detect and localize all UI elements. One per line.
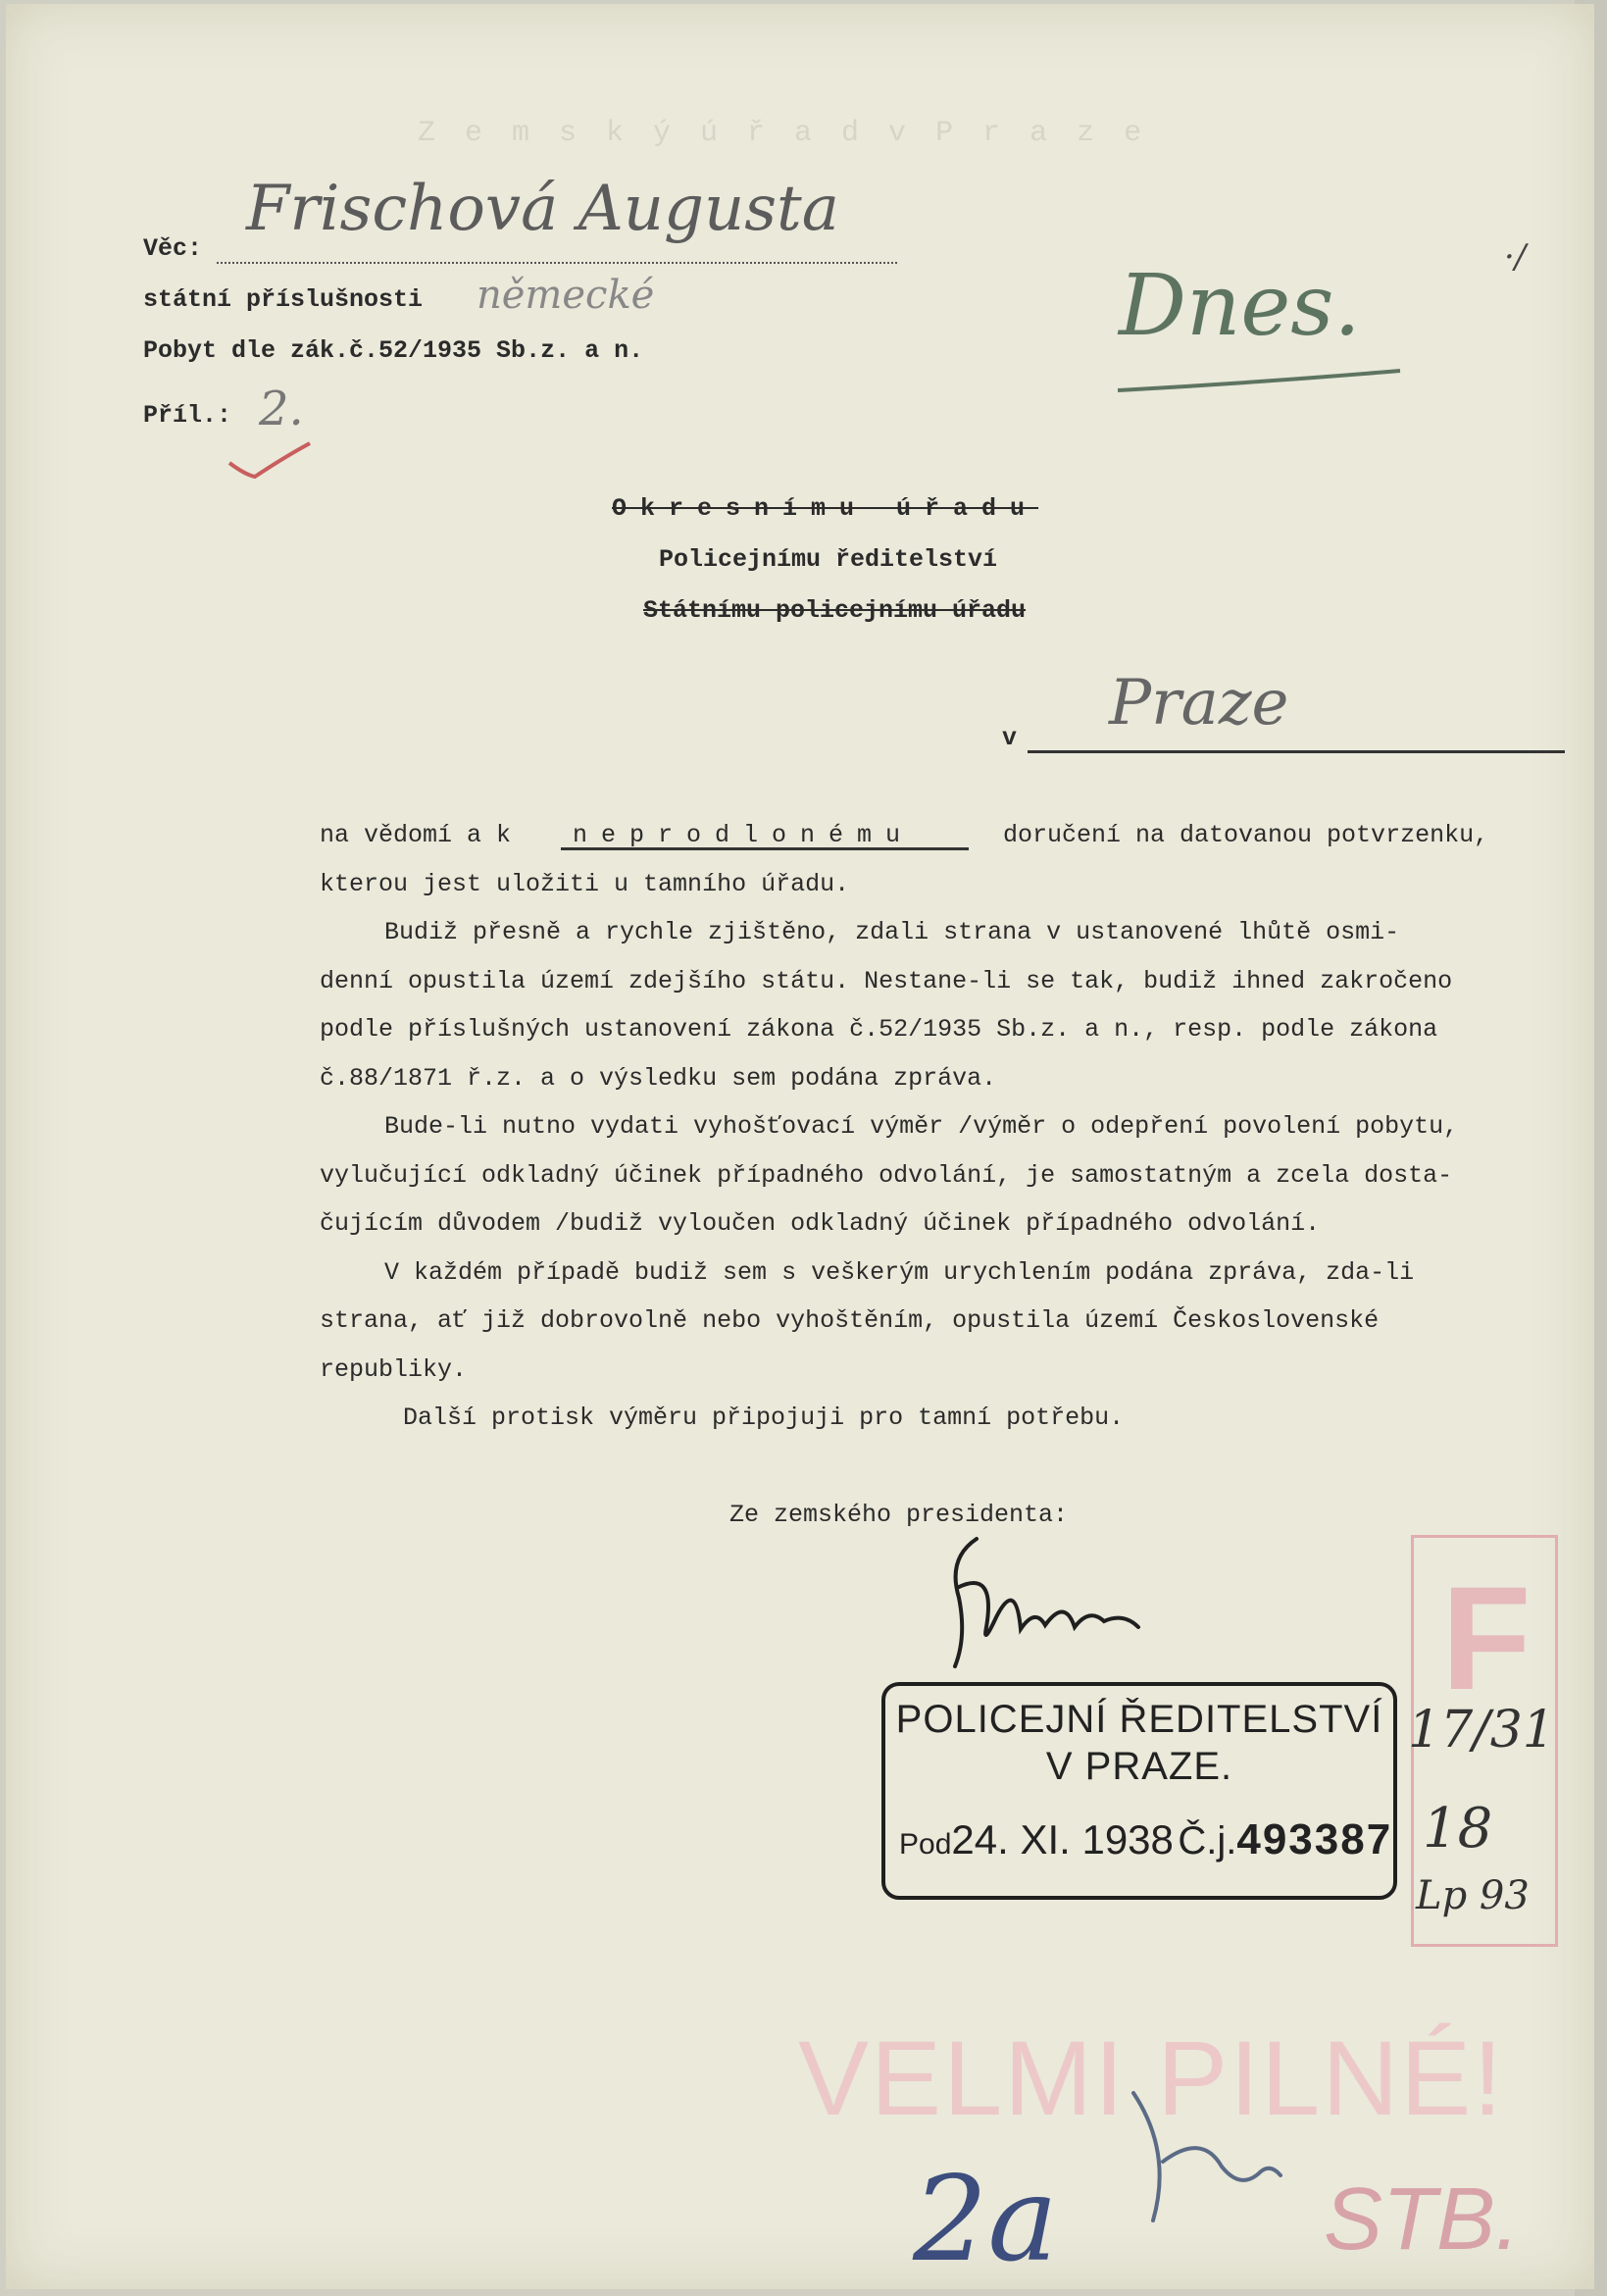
v-label: v xyxy=(1002,724,1018,752)
dnes-underline xyxy=(1114,365,1408,398)
vec-label: Věc: xyxy=(143,234,203,263)
statni-prislusnosti-handwritten: německé xyxy=(477,273,655,318)
vec-handwritten-name: Frischová Augusta xyxy=(246,173,839,245)
pobyt-line: Pobyt dle zák.č.52/1935 Sb.z. a n. xyxy=(143,336,644,365)
handwritten-signature xyxy=(928,1519,1173,1676)
margin-note-1: 17/31 xyxy=(1408,1701,1555,1760)
body-p4-line-1: Další protisk výměru připojuji pro tamní potřebu. xyxy=(403,1403,1125,1432)
body-p3-line-3: republiky. xyxy=(320,1355,468,1384)
show-through-text: Z e m s k ý ú ř a d v P r a z e xyxy=(418,117,1148,150)
pril-handwritten-value: 2. xyxy=(259,382,304,436)
body-p1-line-2: denní opustila území zdejšího státu. Nestane-li se tak, budiž ihned zakročeno xyxy=(320,967,1453,995)
body-intro-end: doručení na datovanou potvrzenku, xyxy=(1003,821,1489,849)
stamp-number: 493387 xyxy=(1236,1815,1393,1863)
dnes-handwritten-note: Dnes. xyxy=(1119,257,1361,355)
pencil-scribble xyxy=(1114,2073,1290,2230)
body-line-2: kterou jest uložiti u tamního úřadu. xyxy=(320,870,850,898)
recipient-statnimu-policejnimu-uradu: Státnímu policejnímu úřadu xyxy=(643,596,1027,625)
blue-handwritten-note: 2a xyxy=(913,2152,1058,2288)
registry-stamp xyxy=(881,1682,1397,1900)
margin-note-2: 18 xyxy=(1423,1797,1493,1861)
body-intro-emphasis-underline xyxy=(561,847,969,850)
stamp-pod: Pod xyxy=(899,1828,952,1861)
statni-prislusnosti-label: státní příslušnosti xyxy=(143,285,424,314)
body-intro-emphasis: neprodlonému xyxy=(573,821,915,849)
body-p2-line-1: Bude-li nutno vydati vyhošťovací výměr /výměr o odepření povolení pobytu, xyxy=(384,1112,1459,1141)
recipient-policejnimu-reditelstvi: Policejnímu ředitelství xyxy=(659,545,998,574)
stamp-cj: Č.j. xyxy=(1178,1819,1237,1862)
body-p1-line-1: Budiž přesně a rychle zjištěno, zdali strana v ustanovené lhůtě osmi- xyxy=(384,918,1400,946)
margin-mark: ·/ xyxy=(1504,237,1527,277)
body-p3-line-1: V každém případě budiž sem s veškerým urychlením podána zpráva, zda-li xyxy=(384,1258,1415,1287)
body-p3-line-2: strana, ať již dobrovolně nebo vyhoštěním, opustila území Československé xyxy=(320,1306,1380,1335)
body-intro-start: na vědomí a k xyxy=(320,821,512,849)
stamp-line-1: POLICEJNÍ ŘEDITELSTVÍ xyxy=(895,1698,1383,1741)
signature-line: Ze zemského presidenta: xyxy=(729,1501,1069,1529)
v-underline xyxy=(1028,750,1565,753)
recipient-okresnimu-uradu: Okresnímu úřadu xyxy=(612,494,1039,523)
velmi-pilne-stamp: VELMI PILNÉ! xyxy=(798,2018,1505,2137)
margin-note-3: Lp 93 xyxy=(1416,1873,1530,1918)
pril-label: Příl.: xyxy=(143,401,232,430)
stb-stamp: STB. xyxy=(1324,2170,1521,2269)
stamp-date: 24. XI. 1938 xyxy=(951,1816,1174,1862)
body-p2-line-3: čujícím důvodem /budiž vyloučen odkladný účinek případného odvolání. xyxy=(320,1209,1321,1238)
document-page xyxy=(6,4,1594,2289)
v-handwritten-city: Praze xyxy=(1109,667,1289,740)
vec-dotted-line xyxy=(217,262,897,264)
red-stamp-letter-f: F xyxy=(1441,1556,1532,1720)
stamp-line-2: V PRAZE. xyxy=(1045,1745,1233,1788)
red-check-mark-icon xyxy=(226,435,314,485)
body-p1-line-3: podle příslušných ustanovení zákona č.52/1935 Sb.z. a n., resp. podle zákona xyxy=(320,1015,1438,1044)
body-p2-line-2: vylučující odkladný účinek případného odvolání, je samostatným a zcela dosta- xyxy=(320,1161,1453,1190)
body-p1-line-4: č.88/1871 ř.z. a o výsledku sem podána zpráva. xyxy=(320,1064,997,1093)
